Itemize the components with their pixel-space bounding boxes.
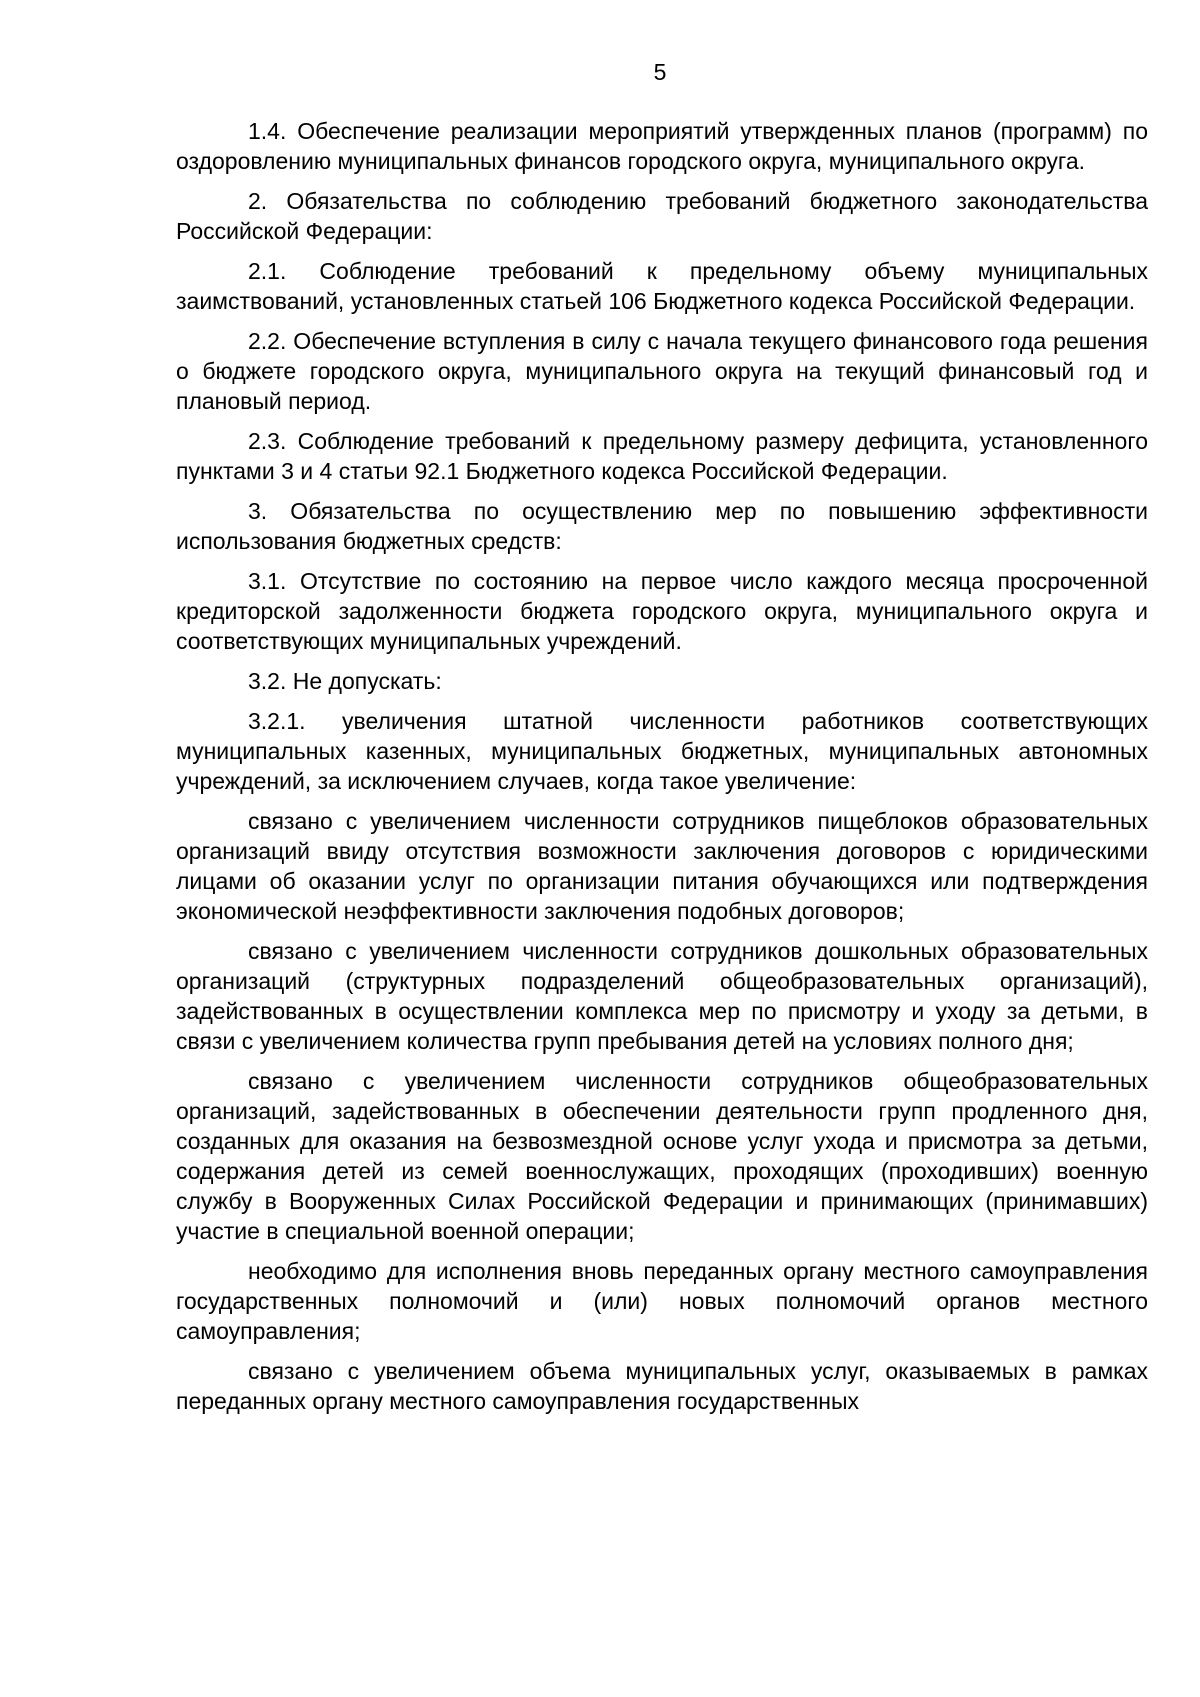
paragraph-2-2: 2.2. Обеспечение вступления в силу с начала текущего финансового года решения о бюджете городского округа, муниципального округа на текущий финансовый год и плановый период. (176, 328, 1148, 414)
paragraph-3-1: 3.1. Отсутствие по состоянию на первое число каждого месяца просроченной кредиторской задолженности бюджета городского округа, муниципального округа и соответствующих муниципальных учреждений. (176, 568, 1148, 654)
page-number: 5 (653, 59, 667, 85)
paragraph-1-4: 1.4. Обеспечение реализации мероприятий утвержденных планов (программ) по оздоровлению муниципальных финансов городского округа, муниципального округа. (176, 118, 1148, 174)
paragraph-3-2: 3.2. Не допускать: (248, 668, 442, 694)
exception-item-service-volume: связано с увеличением объема муниципальных услуг, оказываемых в рамках переданных органу местного самоуправления государственных (176, 1358, 1148, 1414)
paragraph-2-1: 2.1. Соблюдение требований к предельному объему муниципальных заимствований, установленных статьей 106 Бюджетного кодекса Российской Федерации. (176, 258, 1148, 314)
paragraph-3-2-1: 3.2.1. увеличения штатной численности работников соответствующих муниципальных казенных, муниципальных бюджетных, муниципальных автономных учреждений, за исключением случаев, когда такое увеличение: (176, 708, 1148, 794)
exception-item-preschool-staff: связано с увеличением численности сотрудников дошкольных образовательных организаций (структурных подразделений общеобразовательных организаций), задействованных в осуществлении комплекса мер по присмотру и уходу за детьми, в связи с увеличением количества групп пребывания детей на условиях полного дня; (176, 938, 1148, 1054)
exception-item-catering-staff: связано с увеличением численности сотрудников пищеблоков образовательных организаций ввиду отсутствия возможности заключения договоров с юридическими лицами об оказании услуг по организации питания обучающихся или подтверждения экономической неэффективности заключения подобных договоров; (176, 808, 1148, 924)
exception-item-extended-day-staff: связано с увеличением численности сотрудников общеобразовательных организаций, задействованных в обеспечении деятельности групп продленного дня, созданных для оказания на безвозмездной основе услуг ухода и присмотра за детьми, содержания детей из семей военнослужащих, проходящих (проходивших) военную службу в Вооруженных Силах Российской Федерации и принимающих (принимавших) участие в специальной военной операции; (176, 1068, 1148, 1244)
exception-item-new-powers: необходимо для исполнения вновь переданных органу местного самоуправления государственных полномочий и (или) новых полномочий органов местного самоуправления; (176, 1258, 1148, 1344)
document-body (176, 116, 1148, 1426)
paragraph-2: 2. Обязательства по соблюдению требований бюджетного законодательства Российской Федерации: (176, 188, 1148, 244)
paragraph-3: 3. Обязательства по осуществлению мер по повышению эффективности использования бюджетных средств: (176, 498, 1148, 554)
paragraph-2-3: 2.3. Соблюдение требований к предельному размеру дефицита, установленного пунктами 3 и 4 статьи 92.1 Бюджетного кодекса Российской Федерации. (176, 428, 1148, 484)
